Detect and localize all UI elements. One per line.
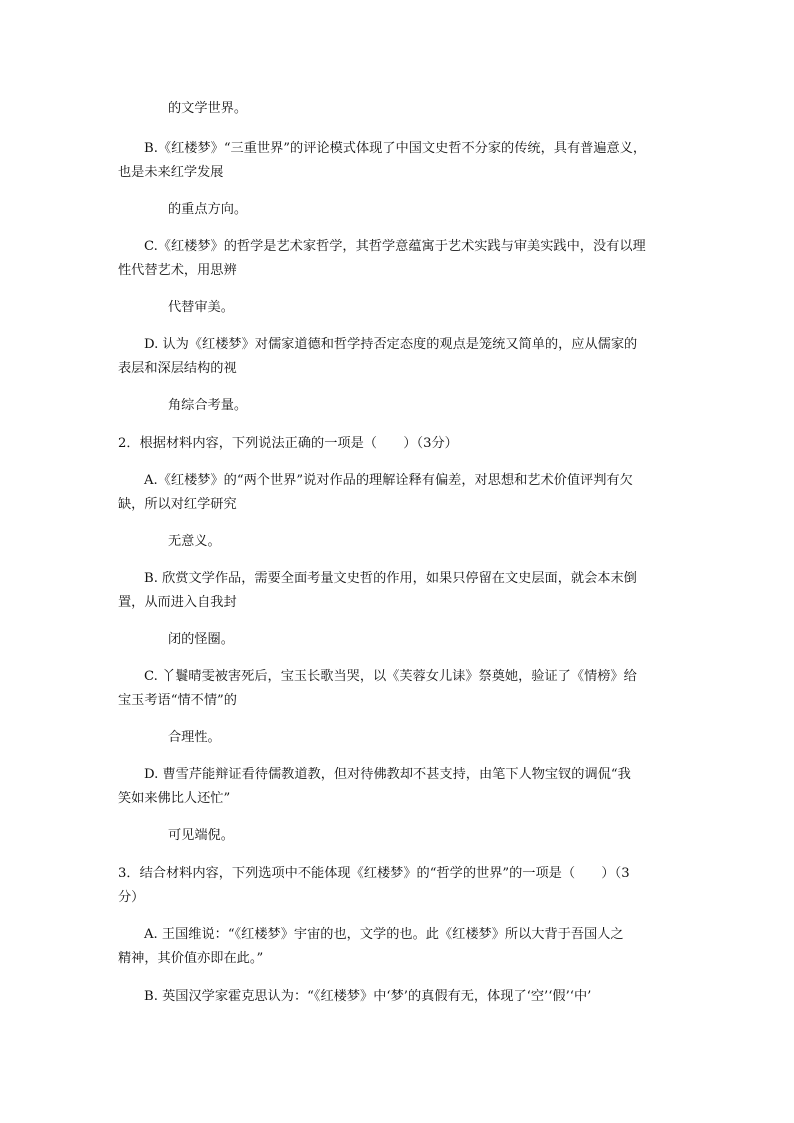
option-b-line: B. 英国汉学家霍克思认为：“《红楼梦》中‘梦’的真假有无，体现了‘空’‘假’‘中’ bbox=[144, 989, 592, 1004]
option-b-line: B.《红楼梦》“三重世界”的评论模式体现了中国文史哲不分家的传统，具有普遍意义， bbox=[144, 141, 647, 156]
question-3: 3．结合材料内容，下列选项中不能体现《红楼梦》的“哲学的世界”的一项是（ ）（3 bbox=[118, 866, 630, 881]
option-c-line: C.《红楼梦》的哲学是艺术家哲学，其哲学意蕴寓于艺术实践与审美实践中，没有以理 bbox=[144, 239, 646, 254]
text-line: 闭的怪圈。 bbox=[168, 632, 234, 647]
text-line: 的重点方向。 bbox=[168, 202, 248, 217]
text-line: 合理性。 bbox=[168, 730, 221, 745]
text-line: 也是未来红学发展 bbox=[118, 165, 224, 180]
text-line: 笑如来佛比人还忙” bbox=[118, 791, 231, 806]
text-line: 精神，其价值亦即在此。” bbox=[118, 951, 264, 966]
text-line: 代替审美。 bbox=[168, 300, 234, 315]
text-line: 表层和深层结构的视 bbox=[118, 361, 237, 376]
text-line: 的文学世界。 bbox=[168, 101, 248, 116]
option-d-line: D. 认为《红楼梦》对儒家道德和哲学持否定态度的观点是笼统又简单的，应从儒家的 bbox=[144, 337, 638, 352]
option-a-line: A.《红楼梦》的“两个世界”说对作品的理解诠释有偏差，对思想和艺术价值评判有欠 bbox=[144, 473, 633, 488]
text-line: 角综合考量。 bbox=[168, 398, 248, 413]
text-line: 宝玉考语“情不情”的 bbox=[118, 693, 237, 708]
text-line: 可见端倪。 bbox=[168, 828, 234, 843]
option-a-line: A. 王国维说：“《红楼梦》宇宙的也，文学的也。此《红楼梦》所以大背于吾国人之 bbox=[144, 927, 624, 942]
text-line: 置，从而进入自我封 bbox=[118, 595, 237, 610]
text-line: 性代替艺术，用思辨 bbox=[118, 263, 237, 278]
text-line: 无意义。 bbox=[168, 534, 221, 549]
option-b-line: B. 欣赏文学作品，需要全面考量文史哲的作用，如果只停留在文史层面，就会本末倒 bbox=[144, 571, 637, 586]
text-line: 分） bbox=[118, 890, 145, 905]
option-d-line: D. 曹雪芹能辩证看待儒教道教，但对待佛教却不甚支持，由笔下人物宝钗的调侃“我 bbox=[144, 767, 631, 782]
option-c-line: C. 丫鬟晴雯被害死后，宝玉长歌当哭，以《芙蓉女儿诔》祭奠她，验证了《情榜》给 bbox=[144, 669, 637, 684]
question-2: 2．根据材料内容，下列说法正确的一项是（ ）（3分） bbox=[118, 436, 458, 451]
text-line: 缺，所以对红学研究 bbox=[118, 497, 237, 512]
